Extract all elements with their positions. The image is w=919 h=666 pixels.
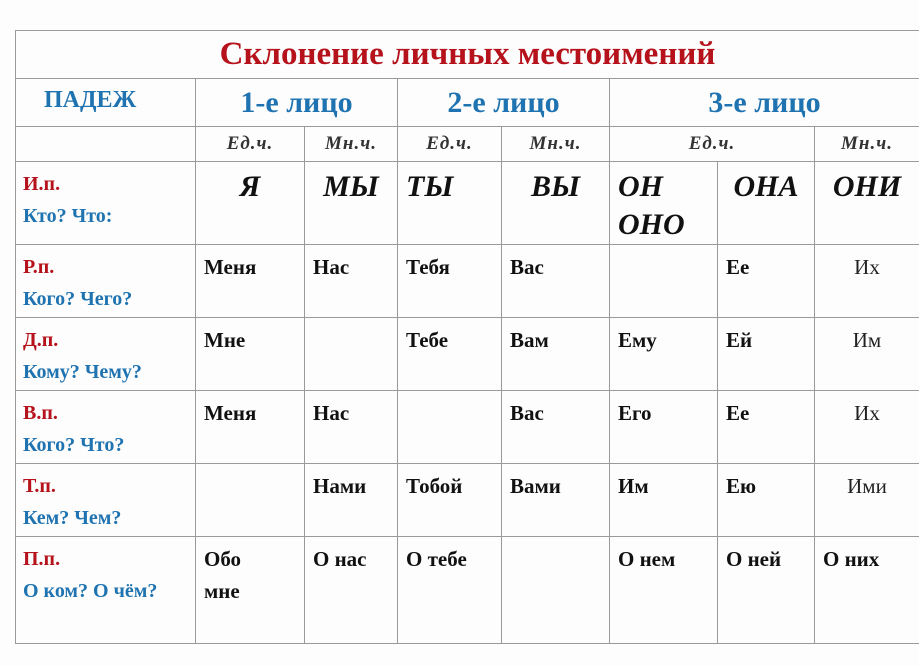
form-cell: Его <box>610 391 718 464</box>
case-question: Кого? Чего? <box>23 288 133 310</box>
case-name: В.п. <box>23 402 58 424</box>
form-cell: Мне <box>196 318 305 391</box>
form-cell: О них <box>815 537 919 644</box>
case-question: Кого? Что? <box>23 434 125 456</box>
form-cell: Нами <box>305 464 398 537</box>
table-row <box>16 537 919 644</box>
pronoun-line: ОН <box>618 170 663 203</box>
third-plural-subheader: Мн.ч. <box>815 127 919 162</box>
first-person-header: 1-е лицо <box>196 79 398 127</box>
form-cell: Нас <box>305 391 398 464</box>
case-name: Т.п. <box>23 475 56 497</box>
form-cell: Ее <box>718 245 815 318</box>
pronoun-cell: ВЫ <box>502 162 610 245</box>
form-cell: Меня <box>196 391 305 464</box>
form-line: Обо <box>204 547 242 571</box>
form-cell: Им <box>610 464 718 537</box>
table-row <box>16 464 919 537</box>
form-cell: Вам <box>502 318 610 391</box>
case-cell <box>16 464 196 537</box>
form-cell: Их <box>815 391 919 464</box>
form-line: мне <box>204 579 240 603</box>
form-cell <box>502 537 610 644</box>
second-person-header: 2-е лицо <box>398 79 610 127</box>
case-cell <box>16 162 196 245</box>
case-question: Кто? Что: <box>23 205 113 227</box>
case-question: О ком? О чём? <box>23 580 158 602</box>
form-cell: Ими <box>815 464 919 537</box>
form-cell: О ней <box>718 537 815 644</box>
form-cell: Меня <box>196 245 305 318</box>
case-question: Кем? Чем? <box>23 507 122 529</box>
empty-subheader-cell <box>16 127 196 162</box>
case-cell <box>16 391 196 464</box>
form-cell: О тебе <box>398 537 502 644</box>
form-cell <box>398 391 502 464</box>
pronoun-cell: ОНА <box>718 162 815 245</box>
form-cell: Ей <box>718 318 815 391</box>
case-cell <box>16 318 196 391</box>
table-title: Склонение личных местоимений <box>16 31 919 79</box>
pronoun-cell <box>610 162 718 245</box>
second-singular-subheader: Ед.ч. <box>398 127 502 162</box>
form-cell: Вами <box>502 464 610 537</box>
case-column-header: ПАДЕЖ <box>16 79 196 127</box>
pronoun-cell: МЫ <box>305 162 398 245</box>
form-cell: Ею <box>718 464 815 537</box>
pronoun-cell: ОНИ <box>815 162 919 245</box>
form-cell: О нем <box>610 537 718 644</box>
form-cell: Тебе <box>398 318 502 391</box>
case-cell <box>16 537 196 644</box>
second-plural-subheader: Мн.ч. <box>502 127 610 162</box>
third-person-header: 3-е лицо <box>610 79 919 127</box>
declension-table <box>15 30 919 644</box>
form-cell: Их <box>815 245 919 318</box>
first-plural-subheader: Мн.ч. <box>305 127 398 162</box>
table-row <box>16 162 919 245</box>
form-cell: Нас <box>305 245 398 318</box>
table-row <box>16 391 919 464</box>
pronoun-cell: ТЫ <box>398 162 502 245</box>
case-name: П.п. <box>23 548 61 570</box>
pronoun-line: ОНО <box>618 208 685 241</box>
form-cell: Ее <box>718 391 815 464</box>
case-name: И.п. <box>23 173 61 195</box>
form-cell: Им <box>815 318 919 391</box>
case-question: Кому? Чему? <box>23 361 142 383</box>
form-cell: Вас <box>502 245 610 318</box>
form-cell: Тебя <box>398 245 502 318</box>
form-cell <box>196 537 305 644</box>
pronoun-cell: Я <box>196 162 305 245</box>
third-singular-subheader: Ед.ч. <box>610 127 815 162</box>
form-cell <box>305 318 398 391</box>
first-singular-subheader: Ед.ч. <box>196 127 305 162</box>
form-cell: О нас <box>305 537 398 644</box>
form-cell: Тобой <box>398 464 502 537</box>
case-name: Р.п. <box>23 256 55 278</box>
table-row <box>16 245 919 318</box>
case-name: Д.п. <box>23 329 59 351</box>
form-cell: Ему <box>610 318 718 391</box>
form-cell <box>196 464 305 537</box>
form-cell <box>610 245 718 318</box>
table-row <box>16 318 919 391</box>
case-cell <box>16 245 196 318</box>
form-cell: Вас <box>502 391 610 464</box>
